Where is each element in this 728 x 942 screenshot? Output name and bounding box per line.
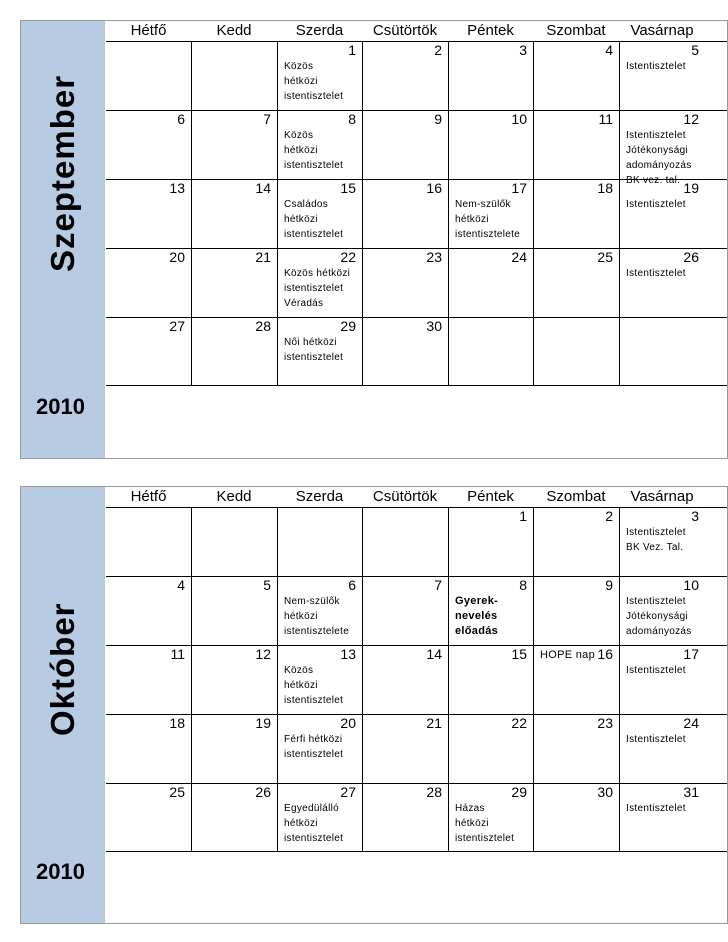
day-number: 20 [169, 249, 185, 265]
calendar-grid [106, 41, 727, 458]
day-cell[interactable] [362, 180, 448, 248]
day-number: 5 [263, 577, 271, 593]
month-name: Szeptember [44, 74, 81, 272]
day-cell[interactable] [533, 111, 619, 179]
day-cell[interactable] [619, 784, 705, 851]
day-number: 11 [170, 646, 185, 662]
day-cell[interactable] [106, 715, 191, 783]
day-cell[interactable] [362, 577, 448, 645]
day-cell[interactable] [191, 577, 277, 645]
day-cell[interactable] [362, 784, 448, 851]
day-cell[interactable] [106, 646, 191, 714]
week-row [106, 645, 727, 714]
day-number: 28 [426, 784, 442, 800]
day-cell[interactable] [533, 180, 619, 248]
day-number: 14 [426, 646, 442, 662]
day-number: 28 [255, 318, 271, 334]
day-number: 13 [340, 646, 356, 662]
day-cell[interactable] [362, 715, 448, 783]
day-number: 30 [597, 784, 613, 800]
day-cell[interactable] [619, 318, 705, 385]
day-cell[interactable] [619, 646, 705, 714]
day-cell[interactable] [448, 42, 533, 110]
day-cell[interactable] [362, 508, 448, 576]
week-row [106, 714, 727, 783]
weekday-label: Szombat [546, 488, 606, 505]
day-event: Egyedülálló hétközi istentisztelet [284, 803, 344, 844]
day-number: 16 [597, 646, 613, 662]
day-cell[interactable] [619, 111, 705, 186]
day-number: 26 [683, 249, 699, 265]
weekday-label: Kedd [216, 22, 252, 39]
day-cell[interactable] [106, 249, 191, 317]
day-cell[interactable] [277, 508, 362, 576]
day-number: 6 [177, 111, 185, 127]
day-cell[interactable] [191, 180, 277, 248]
week-row [106, 248, 727, 317]
month-october [20, 486, 728, 924]
week-row [106, 317, 727, 385]
day-number: 12 [255, 646, 271, 662]
weekday-header [106, 21, 727, 41]
day-cell[interactable] [362, 318, 448, 385]
day-event: Istentisztelet [626, 803, 686, 814]
day-cell[interactable] [277, 111, 362, 179]
day-event: Közös hétközi istentisztelet [284, 665, 344, 706]
day-number: 27 [169, 318, 185, 334]
day-cell[interactable] [448, 180, 533, 248]
day-cell[interactable] [277, 249, 362, 317]
day-number: 24 [683, 715, 699, 731]
day-cell[interactable] [191, 784, 277, 851]
day-number: 18 [169, 715, 185, 731]
day-number: 30 [426, 318, 442, 334]
day-number: 8 [348, 111, 356, 127]
day-cell[interactable] [448, 784, 533, 851]
day-number: 25 [597, 249, 613, 265]
day-number: 23 [597, 715, 613, 731]
day-number: 22 [511, 715, 527, 731]
day-cell[interactable] [277, 318, 362, 385]
day-number: 8 [519, 577, 527, 593]
day-event: Közös hétközi istentisztelet Véradás [284, 268, 351, 309]
month-name: Október [44, 602, 81, 736]
day-number: 15 [340, 180, 356, 196]
day-number: 9 [434, 111, 442, 127]
notes-row [106, 851, 727, 923]
weekday-label: Vasárnap [630, 22, 694, 39]
month-september [20, 20, 728, 459]
day-cell[interactable] [533, 249, 619, 317]
day-cell[interactable] [533, 784, 619, 851]
day-number: 4 [177, 577, 185, 593]
day-event: Istentisztelet [626, 61, 686, 72]
day-cell[interactable] [106, 318, 191, 385]
day-cell[interactable] [362, 42, 448, 110]
day-number: 29 [340, 318, 356, 334]
week-row [106, 507, 727, 576]
day-cell[interactable] [448, 318, 533, 385]
day-number: 26 [255, 784, 271, 800]
day-cell[interactable] [277, 646, 362, 714]
day-number: 2 [434, 42, 442, 58]
day-number: 5 [691, 42, 699, 58]
week-row [106, 110, 727, 186]
day-number: 6 [348, 577, 356, 593]
day-number: 20 [340, 715, 356, 731]
day-number: 17 [683, 646, 699, 662]
day-cell[interactable] [448, 577, 533, 645]
day-cell[interactable] [191, 111, 277, 179]
day-number: 25 [169, 784, 185, 800]
weekday-label: Szerda [295, 22, 344, 39]
day-cell[interactable] [533, 646, 619, 714]
day-number: 27 [340, 784, 356, 800]
day-cell[interactable] [191, 42, 277, 110]
month-year: 2010 [36, 394, 85, 419]
day-number: 17 [511, 180, 527, 196]
day-number: 29 [511, 784, 527, 800]
day-number: 31 [683, 784, 699, 800]
day-cell[interactable] [106, 784, 191, 851]
day-number: 10 [683, 577, 699, 593]
day-number: 14 [255, 180, 271, 196]
day-cell[interactable] [448, 111, 533, 179]
weekday-label: Csütörtök [372, 488, 438, 505]
weekday-label: Hétfő [130, 488, 167, 505]
day-number: 21 [426, 715, 442, 731]
weekday-label: Péntek [467, 22, 514, 39]
day-cell[interactable] [619, 508, 705, 576]
day-event: Istentisztelet [626, 665, 686, 676]
day-number: 19 [255, 715, 271, 731]
day-number: 1 [348, 42, 356, 58]
day-event: Istentisztelet [626, 268, 686, 279]
weekday-label: Péntek [467, 488, 514, 505]
day-number: 15 [511, 646, 527, 662]
day-event: HOPE nap [540, 649, 595, 661]
day-event: Istentisztelet BK Vez. Tal. [626, 527, 686, 553]
day-cell[interactable] [191, 249, 277, 317]
weekday-label: Vasárnap [630, 488, 694, 505]
day-cell[interactable] [106, 577, 191, 645]
month-year: 2010 [36, 859, 85, 884]
weekday-header [106, 487, 727, 507]
weekday-label: Csütörtök [372, 22, 438, 39]
week-row [106, 41, 727, 110]
day-number: 16 [426, 180, 442, 196]
day-cell[interactable] [448, 508, 533, 576]
day-cell[interactable] [106, 180, 191, 248]
day-event: Gyerek- nevelés előadás [455, 595, 499, 637]
day-cell[interactable] [277, 180, 362, 248]
day-cell[interactable] [448, 249, 533, 317]
day-event: Házas hétközi istentisztelet [455, 803, 515, 844]
weekday-label: Hétfő [130, 22, 167, 39]
day-number: 22 [340, 249, 356, 265]
day-cell[interactable] [191, 646, 277, 714]
day-number: 13 [169, 180, 185, 196]
day-event: Női hétközi istentisztelet [284, 337, 344, 363]
day-number: 18 [597, 180, 613, 196]
day-number: 12 [683, 111, 699, 127]
day-cell[interactable] [191, 715, 277, 783]
day-cell[interactable] [106, 42, 191, 110]
day-number: 7 [434, 577, 442, 593]
week-row [106, 783, 727, 851]
day-number: 3 [519, 42, 527, 58]
day-number: 10 [511, 111, 527, 127]
day-event: Istentisztelet Jótékonysági adományozás BK vez. tal. [626, 130, 692, 186]
day-event: Istentisztelet [626, 734, 686, 745]
day-cell[interactable] [533, 42, 619, 110]
week-row [106, 576, 727, 645]
day-number: 4 [605, 42, 613, 58]
calendar-grid [106, 507, 727, 923]
day-cell[interactable] [277, 577, 362, 645]
weekday-label: Szombat [546, 22, 606, 39]
day-cell[interactable] [362, 646, 448, 714]
day-cell[interactable] [533, 577, 619, 645]
day-event: Istentisztelet [626, 199, 686, 210]
day-cell[interactable] [191, 508, 277, 576]
day-number: 3 [691, 508, 699, 524]
month-sidebar [21, 21, 105, 458]
day-cell[interactable] [106, 508, 191, 576]
day-number: 2 [605, 508, 613, 524]
day-cell[interactable] [277, 784, 362, 851]
day-number: 9 [605, 577, 613, 593]
day-cell[interactable] [619, 249, 705, 317]
day-number: 7 [263, 111, 271, 127]
day-number: 11 [598, 111, 613, 127]
day-number: 21 [255, 249, 271, 265]
weekday-label: Szerda [295, 488, 344, 505]
day-event: Férfi hétközi istentisztelet [284, 734, 344, 760]
day-cell[interactable] [448, 715, 533, 783]
day-event: Családos hétközi istentisztelet [284, 199, 344, 240]
day-cell[interactable] [362, 249, 448, 317]
day-event: Nem-szülők hétközi istentisztelete [284, 596, 350, 637]
day-cell[interactable] [619, 715, 705, 783]
day-event: Nem-szülők hétközi istentisztelete [455, 199, 521, 240]
weekday-label: Kedd [216, 488, 252, 505]
day-cell[interactable] [191, 318, 277, 385]
day-cell[interactable] [533, 318, 619, 385]
day-number: 23 [426, 249, 442, 265]
day-number: 19 [683, 180, 699, 196]
week-row [106, 179, 727, 248]
day-cell[interactable] [448, 646, 533, 714]
day-cell[interactable] [362, 111, 448, 179]
day-cell[interactable] [533, 508, 619, 576]
month-sidebar [21, 487, 105, 923]
day-event: Közös hétközi istentisztelet [284, 130, 344, 171]
day-cell[interactable] [277, 715, 362, 783]
day-cell[interactable] [106, 111, 191, 179]
day-cell[interactable] [277, 42, 362, 110]
day-number: 1 [519, 508, 527, 524]
day-cell[interactable] [619, 180, 705, 248]
day-event: Közös hétközi istentisztelet [284, 61, 344, 102]
day-event: Istentisztelet Jótékonysági adományozás [626, 596, 692, 637]
day-cell[interactable] [533, 715, 619, 783]
day-cell[interactable] [619, 42, 705, 110]
day-number: 24 [511, 249, 527, 265]
notes-row [106, 385, 727, 458]
day-cell[interactable] [619, 577, 705, 645]
